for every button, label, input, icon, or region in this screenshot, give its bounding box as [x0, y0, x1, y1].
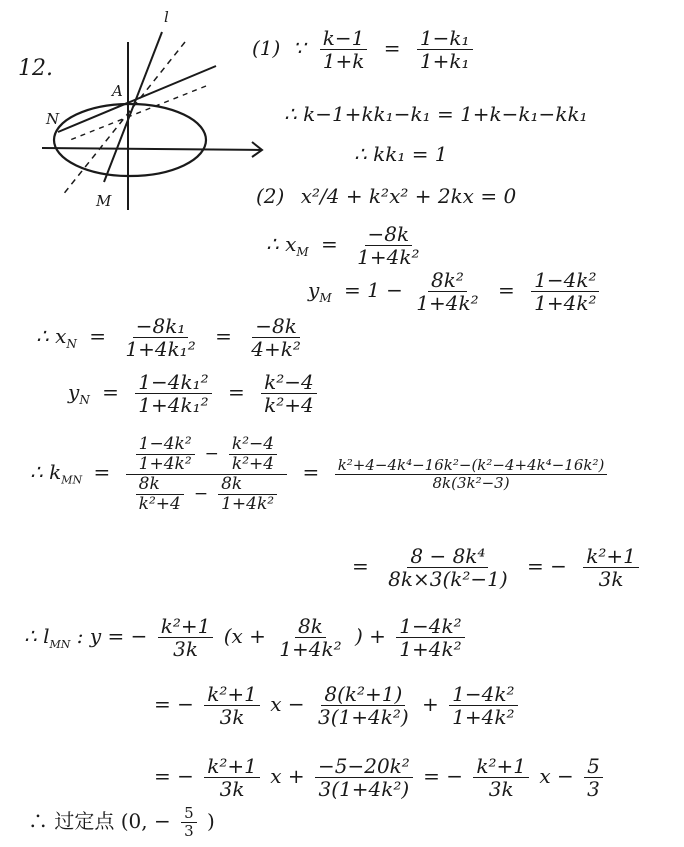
frac-num: 8k	[136, 476, 184, 495]
lMN3-frac1	[204, 756, 260, 799]
minus: −	[204, 444, 219, 464]
x-axis	[42, 148, 262, 150]
frac-num: −8k	[252, 316, 300, 338]
equals: =	[302, 460, 320, 484]
conclusion-line	[28, 806, 215, 839]
label-A: A	[112, 82, 123, 100]
equals: =	[89, 324, 106, 348]
frac-den: k²+4	[231, 454, 275, 474]
frac-den: k²+4	[138, 494, 181, 514]
lMN-prefix: ∴ l	[24, 624, 50, 648]
frac-num: 1−4k²	[449, 684, 517, 706]
dashed-line-l1	[62, 42, 185, 196]
frac-num: k²+1	[473, 756, 529, 778]
lMN3-frac2	[315, 756, 413, 799]
x-minus: x −	[539, 764, 574, 788]
xN-frac1	[122, 316, 198, 359]
equals: =	[352, 554, 369, 578]
kMN-prefix: ∴ k	[30, 460, 62, 484]
frac-den: 3	[587, 777, 600, 801]
lMN3-frac4	[584, 756, 603, 799]
equals: =	[215, 324, 232, 348]
yN-frac1	[135, 372, 211, 415]
frac-b	[226, 436, 280, 473]
line-AN	[58, 66, 216, 132]
conclusion-frac	[181, 806, 197, 839]
x-plus: x +	[270, 764, 305, 788]
yN-prefix: y	[68, 380, 80, 404]
frac-den: 1+4k²	[221, 494, 275, 514]
frac-den: 1+k	[322, 49, 365, 73]
lMN2-frac1	[204, 684, 260, 727]
x-minus: x −	[270, 692, 305, 716]
equals-minus: = −	[527, 554, 567, 578]
xM-line	[266, 224, 427, 267]
lMN3-frac3	[473, 756, 529, 799]
xN-frac2	[248, 316, 304, 359]
lMN1-frac2	[276, 616, 344, 659]
frac-den: 8k×3(k²−1)	[388, 567, 508, 591]
equals: =	[93, 460, 111, 484]
problem-number: 12.	[18, 56, 53, 81]
frac-den: 1+k₁	[419, 49, 470, 73]
frac-num: 1−4k₁²	[135, 372, 211, 394]
frac-num: 8 − 8k⁴	[407, 546, 488, 568]
frac-num: k²+1	[204, 684, 260, 706]
frac-num: 8(k²+1)	[321, 684, 405, 706]
yM-frac1	[413, 270, 481, 313]
yN-sub: N	[79, 393, 90, 407]
frac-num: k²+4−4k⁴−16k²−(k²−4+4k⁴−16k²)	[335, 458, 608, 475]
label-N: N	[46, 110, 60, 128]
xN-sub: N	[66, 337, 77, 351]
part1-tag: (1)	[252, 36, 281, 60]
frac-d	[215, 476, 280, 513]
xN-line	[36, 316, 308, 359]
kMN-compound-den	[126, 475, 287, 513]
kMN-line	[30, 436, 611, 513]
yM-frac2	[531, 270, 599, 313]
line-l	[104, 32, 162, 182]
frac-den: 3k	[488, 777, 514, 801]
frac-num: 8k²	[428, 270, 467, 292]
kMN2-frac1	[385, 546, 511, 589]
frac-num: k²+1	[158, 616, 214, 638]
minus: −	[193, 484, 209, 504]
lMN3-line	[154, 756, 607, 799]
part1-eq2: ∴ k−1+kk₁−k₁ = 1+k−k₁−kk₁	[284, 102, 588, 126]
frac-num: −5−20k²	[315, 756, 413, 778]
frac-den: 3k	[219, 705, 245, 729]
yN-line	[68, 372, 321, 415]
frac-c	[133, 476, 187, 513]
yM-line	[308, 270, 603, 313]
lMN1-frac1	[158, 616, 214, 659]
lMN1-line	[24, 616, 469, 659]
equals-minus: = −	[154, 692, 194, 716]
kMN2-frac2	[583, 546, 639, 589]
frac-num: k−1	[320, 28, 368, 50]
frac-den: 3(1+4k²)	[318, 777, 410, 801]
frac-num: −8k	[365, 224, 413, 246]
frac-den: k²+4	[264, 393, 314, 417]
frac-a	[133, 436, 198, 473]
frac-num: k²+1	[204, 756, 260, 778]
frac-den: 1+4k₁²	[138, 393, 209, 417]
frac-num: 1−4k²	[531, 270, 599, 292]
frac-den: 1+4k²	[357, 245, 420, 269]
frac-num: 8k	[218, 476, 277, 495]
equals: =	[383, 36, 401, 60]
part2-equation: x²/4 + k²x² + 2kx = 0	[300, 184, 517, 208]
part1-eq1	[252, 28, 477, 71]
frac-num: k²−4	[229, 436, 277, 455]
frac-num: −8k₁	[133, 316, 189, 338]
equals-minus: = −	[423, 764, 464, 788]
kMN-compound-num	[126, 436, 287, 475]
lMN2-frac2	[315, 684, 412, 727]
kMN-rhs-frac	[335, 458, 608, 491]
equals: =	[228, 380, 245, 404]
part2-eq1	[256, 186, 516, 206]
lMN-text: : y = −	[76, 624, 148, 648]
frac-lhs	[320, 28, 368, 71]
frac-den: 3k	[173, 637, 198, 661]
frac-den: 3k	[219, 777, 245, 801]
frac-den: 1+4k²	[452, 705, 515, 729]
kMN2-line	[346, 546, 643, 589]
lMN2-line	[154, 684, 522, 727]
frac-den: 1+4k₁²	[125, 337, 196, 361]
frac-num: 1−k₁	[417, 28, 473, 50]
yN-frac2	[261, 372, 317, 415]
since-symbol: ∵	[292, 36, 306, 60]
frac-num: 1−4k²	[396, 616, 464, 638]
plus: +	[422, 692, 439, 716]
xM-prefix: ∴ x	[266, 232, 297, 256]
frac-den: 1+4k²	[399, 637, 462, 661]
xN-prefix: ∴ x	[36, 324, 67, 348]
yM-prefix: y	[308, 278, 320, 302]
part1-eq3: ∴ kk₁ = 1	[354, 142, 448, 166]
yM-sub: M	[319, 291, 332, 305]
yM-mid: = 1 −	[343, 278, 403, 302]
frac-den: 1+4k²	[279, 637, 342, 661]
frac-num: 1−4k²	[136, 436, 195, 455]
frac-den: 8k(3k²−3)	[432, 474, 510, 492]
frac-den: 1+4k²	[416, 291, 479, 315]
label-M: M	[96, 192, 112, 210]
equals: =	[321, 232, 338, 256]
frac-rhs	[417, 28, 473, 71]
frac-num: k²−4	[261, 372, 317, 394]
frac-den: 3(1+4k²)	[317, 705, 409, 729]
frac-den: 1+4k²	[534, 291, 597, 315]
frac-num: 8k	[295, 616, 326, 638]
lMN-end: ) +	[354, 624, 386, 648]
kMN-compound-frac	[126, 436, 287, 513]
conclusion-text: ∴ 过定点 (0, −	[28, 809, 171, 833]
label-l: l	[164, 8, 169, 26]
kMN-sub: MN	[61, 473, 83, 487]
frac-den: 3k	[598, 567, 624, 591]
frac-num: k²+1	[583, 546, 639, 568]
lMN1-frac3	[396, 616, 464, 659]
xM-sub: M	[296, 245, 309, 259]
frac-den: 3	[184, 822, 194, 840]
equals: =	[498, 278, 515, 302]
lMN-mid: (x +	[223, 624, 266, 648]
equals: =	[102, 380, 119, 404]
frac-num: 5	[181, 806, 197, 823]
xM-frac	[354, 224, 422, 267]
conclusion-end: )	[206, 809, 215, 833]
frac-den: 4+k²	[251, 337, 301, 361]
lMN-sub: MN	[49, 638, 71, 651]
part2-tag: (2)	[256, 184, 285, 208]
frac-den: 1+4k²	[138, 454, 192, 474]
equals-minus: = −	[154, 764, 194, 788]
frac-num: 5	[584, 756, 603, 778]
lMN2-frac3	[449, 684, 517, 727]
